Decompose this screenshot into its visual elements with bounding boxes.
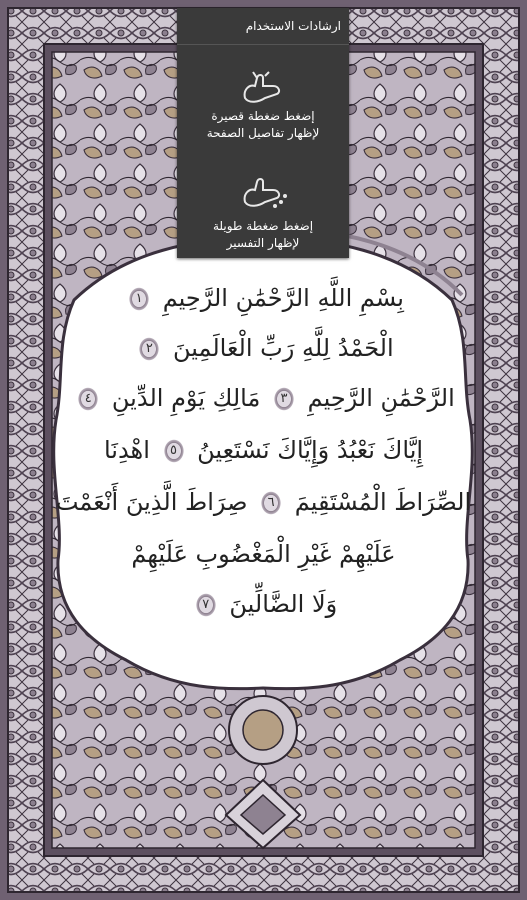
short-press-hint xyxy=(183,108,343,142)
verse-line-1-text: بِسْمِ اللَّهِ الرَّحْمَٰنِ الرَّحِيمِ xyxy=(162,284,404,312)
verse-line-6-text: عَلَيْهِمْ غَيْرِ الْمَغْضُوبِ عَلَيْهِمْ xyxy=(131,540,396,568)
verse-line-3-part-b: مَالِكِ يَوْمِ الدِّينِ xyxy=(111,384,261,412)
verse-line-2[interactable] xyxy=(0,334,527,363)
short-press-line1: إضغط ضغطة قصيرة xyxy=(211,109,315,123)
long-press-hint xyxy=(183,218,343,252)
overlay-divider xyxy=(177,44,349,45)
ayah-number-7: ٧ xyxy=(194,591,218,619)
verse-line-6[interactable] xyxy=(0,540,527,568)
verse-line-3-part-a: الرَّحْمَٰنِ الرَّحِيمِ xyxy=(307,384,455,412)
ayah-number-4: ٤ xyxy=(76,385,100,413)
verse-line-7-text: وَلَا الضَّالِّينَ xyxy=(229,590,338,618)
hand-long-press-icon xyxy=(177,172,349,216)
verse-line-7[interactable] xyxy=(0,590,527,619)
verse-line-4-text: إِيَّاكَ نَعْبُدُ وَإِيَّاكَ نَسْتَعِينُ xyxy=(197,436,424,464)
verse-line-4[interactable] xyxy=(0,436,527,465)
ayah-number-3: ٣ xyxy=(272,385,296,413)
long-press-line2: لإظهار التفسير xyxy=(226,236,300,250)
ayah-number-5: ٥ xyxy=(162,437,186,465)
verse-line-3[interactable] xyxy=(0,384,527,413)
verse-line-5-part-b: صِرَاطَ الَّذِينَ أَنْعَمْتَ xyxy=(55,488,248,516)
verse-line-5[interactable] xyxy=(0,488,527,517)
verse-line-5-part-a: الصِّرَاطَ الْمُسْتَقِيمَ xyxy=(294,488,472,516)
verse-line-2-text: الْحَمْدُ لِلَّهِ رَبِّ الْعَالَمِينَ xyxy=(172,334,394,362)
verse-line-1[interactable] xyxy=(0,284,527,313)
ayah-number-2: ٢ xyxy=(137,335,161,363)
ayah-number-1: ١ xyxy=(127,285,151,313)
long-press-line1: إضغط ضغطة طويلة xyxy=(212,219,314,233)
short-press-line2: لإظهار تفاصيل الصفحة xyxy=(206,126,320,140)
usage-instructions-overlay[interactable] xyxy=(177,8,349,258)
hand-tap-icon xyxy=(177,68,349,112)
verse-line-4-continuation: اهْدِنَا xyxy=(103,436,150,464)
overlay-title: ارشادات الاستخدام xyxy=(245,19,341,33)
ayah-number-6: ٦ xyxy=(259,489,283,517)
